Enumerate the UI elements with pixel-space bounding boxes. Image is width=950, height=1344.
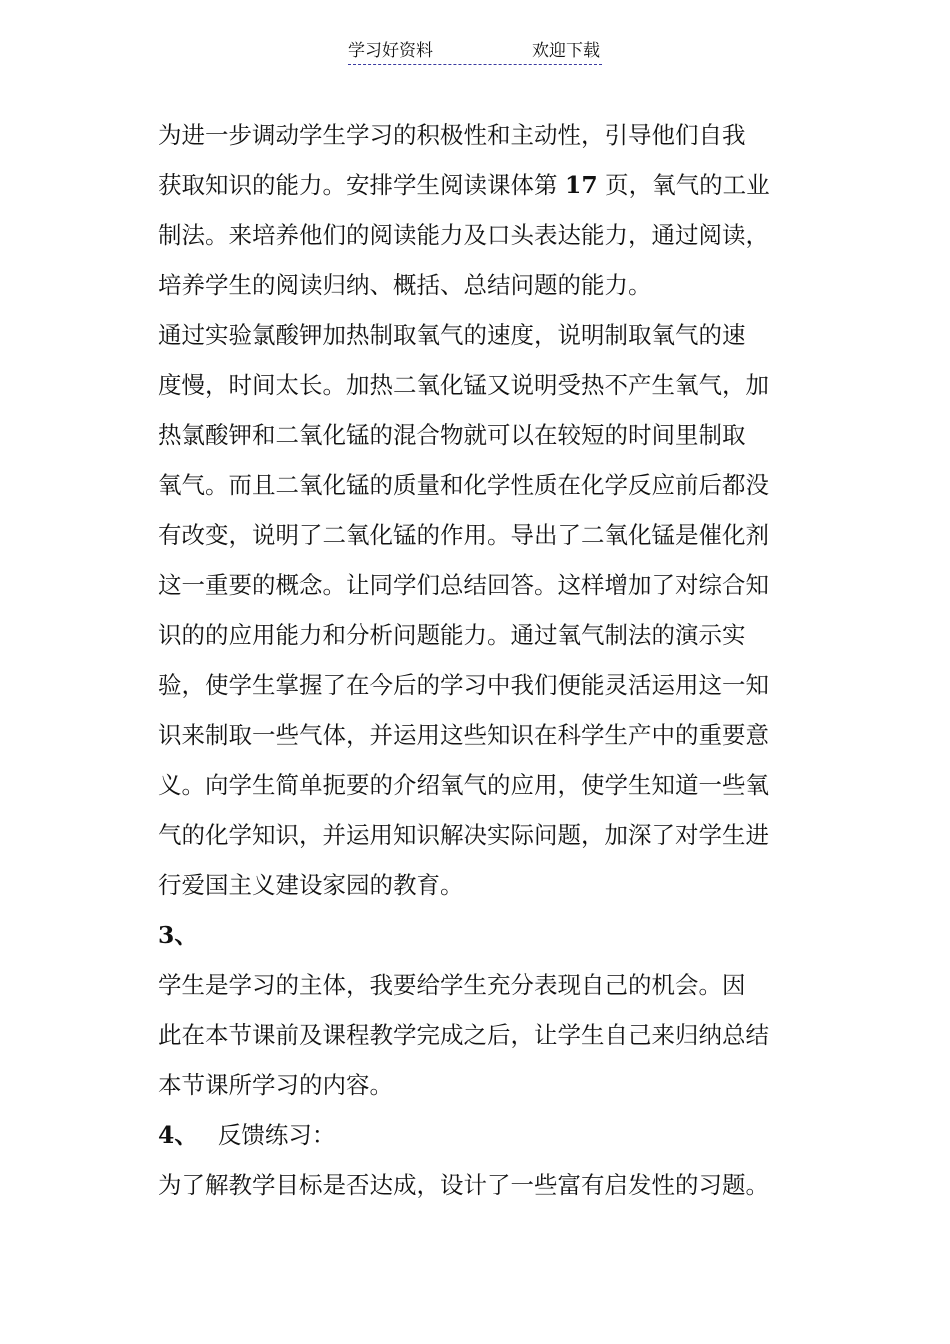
paragraph-line: 为进一步调动学生学习的积极性和主动性，引导他们自我 [158, 121, 746, 149]
paragraph-reading [144, 110, 816, 310]
header-left-text: 学习好资料 [348, 41, 433, 61]
paragraph-experiment [144, 310, 816, 910]
paragraph-summary [144, 960, 816, 1110]
paragraph-line: 制法。来培养他们的阅读能力及口头表达能力，通过阅读， [158, 221, 769, 249]
paragraph-line: 义。向学生简单扼要的介绍氧气的应用，使学生知道一些氧 [158, 771, 769, 799]
line-text: 页，氧气的工业 [597, 171, 770, 199]
paragraph-feedback [144, 1160, 816, 1210]
paragraph-line: 学生是学习的主体，我要给学生充分表现自己的机会。因 [158, 971, 746, 999]
page-header [348, 38, 602, 65]
section-heading-4 [144, 1110, 816, 1160]
paragraph-line: 识来制取一些气体，并运用这些知识在科学生产中的重要意 [158, 721, 769, 749]
paragraph-line: 行爱国主义建设家园的教育。 [158, 871, 464, 899]
document-body [144, 110, 816, 1210]
section-heading-3 [144, 910, 816, 960]
line-text: 获取知识的能力。安排学生阅读课体第 [158, 171, 565, 199]
paragraph-line: 验，使学生掌握了在今后的学习中我们便能灵活运用这一知 [158, 671, 769, 699]
header-right-text: 欢迎下载 [532, 41, 600, 61]
section-number: 4、 [158, 1121, 198, 1149]
paragraph-line: 此在本节课前及课程教学完成之后，让学生自己来归纳总结 [158, 1021, 769, 1049]
paragraph-line: 热氯酸钾和二氧化锰的混合物就可以在较短的时间里制取 [158, 421, 746, 449]
paragraph-line: 气的化学知识，并运用知识解决实际问题，加深了对学生进 [158, 821, 769, 849]
paragraph-line: 培养学生的阅读归纳、概括、总结问题的能力。 [158, 271, 652, 299]
section-title: 反馈练习： [217, 1121, 336, 1149]
page-number: 17 [564, 171, 598, 199]
paragraph-line: 度慢，时间太长。加热二氧化锰又说明受热不产生氧气，加 [158, 371, 769, 399]
section-number: 3、 [158, 921, 198, 949]
paragraph-line: 氧气。而且二氧化锰的质量和化学性质在化学反应前后都没 [158, 471, 769, 499]
paragraph-line: 本节课所学习的内容。 [158, 1071, 393, 1099]
paragraph-line: 有改变，说明了二氧化锰的作用。导出了二氧化锰是催化剂 [158, 521, 769, 549]
paragraph-line [144, 160, 816, 210]
paragraph-line: 识的的应用能力和分析问题能力。通过氧气制法的演示实 [158, 621, 746, 649]
paragraph-line: 为了解教学目标是否达成，设计了一些富有启发性的习题。 [158, 1171, 769, 1199]
paragraph-line: 这一重要的概念。让同学们总结回答。这样增加了对综合知 [158, 571, 769, 599]
paragraph-line: 通过实验氯酸钾加热制取氧气的速度，说明制取氧气的速 [158, 321, 746, 349]
